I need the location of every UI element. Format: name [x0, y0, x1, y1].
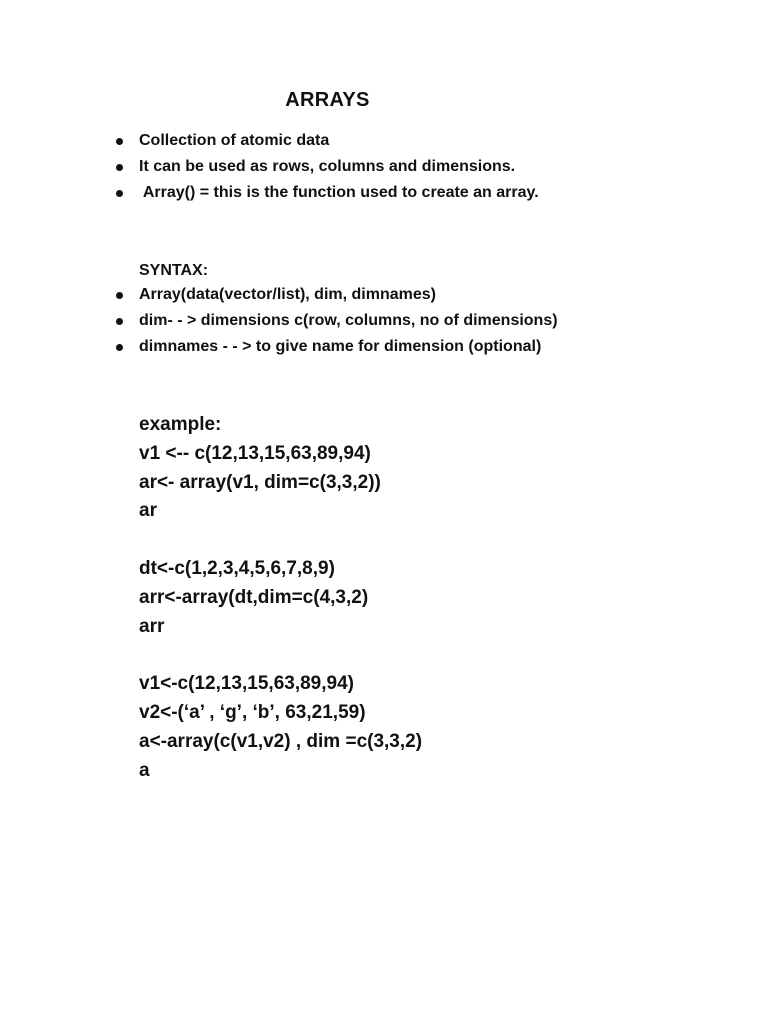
list-item-text: Collection of atomic data [139, 132, 330, 149]
bullet-icon [116, 164, 123, 171]
code-line: arr [139, 615, 165, 637]
bullet-icon [116, 344, 123, 351]
list-item [114, 128, 539, 154]
syntax-bullet-list [114, 282, 558, 360]
list-item [114, 154, 539, 180]
blank-line [139, 526, 422, 555]
example-code-block [139, 411, 422, 785]
code-line: a<-array(c(v1,v2) , dim =c(3,3,2) [139, 730, 423, 752]
list-item-text: dim- - > dimensions c(row, columns, no of dimensions) [139, 312, 558, 329]
list-item-text: dimnames - - > to give name for dimension (optional) [139, 338, 542, 355]
code-line: dt<-c(1,2,3,4,5,6,7,8,9) [139, 557, 335, 579]
page-title: ARRAYS [285, 89, 370, 111]
code-line: v2<-(‘a’ , ‘g’, ‘b’, 63,21,59) [139, 701, 366, 723]
list-item-text: Array() = this is the function used to create an array. [139, 184, 539, 201]
code-line: v1 <-- c(12,13,15,63,89,94) [139, 442, 371, 464]
syntax-heading: SYNTAX: [139, 262, 209, 279]
code-line: arr<-array(dt,dim=c(4,3,2) [139, 586, 369, 608]
list-item [114, 334, 558, 360]
list-item-text: Array(data(vector/list), dim, dimnames) [139, 286, 436, 303]
list-item [114, 180, 539, 206]
intro-bullet-list [114, 128, 539, 206]
code-line: ar [139, 500, 157, 522]
bullet-icon [116, 190, 123, 197]
code-line: a [139, 759, 150, 781]
blank-line [139, 641, 422, 670]
list-item-text: It can be used as rows, columns and dimensions. [139, 158, 516, 175]
bullet-icon [116, 138, 123, 145]
list-item [114, 308, 558, 334]
bullet-icon [116, 318, 123, 325]
code-line: ar<- array(v1, dim=c(3,3,2)) [139, 471, 381, 493]
bullet-icon [116, 292, 123, 299]
code-line: v1<-c(12,13,15,63,89,94) [139, 673, 354, 695]
example-heading: example: [139, 414, 222, 435]
list-item [114, 282, 558, 308]
